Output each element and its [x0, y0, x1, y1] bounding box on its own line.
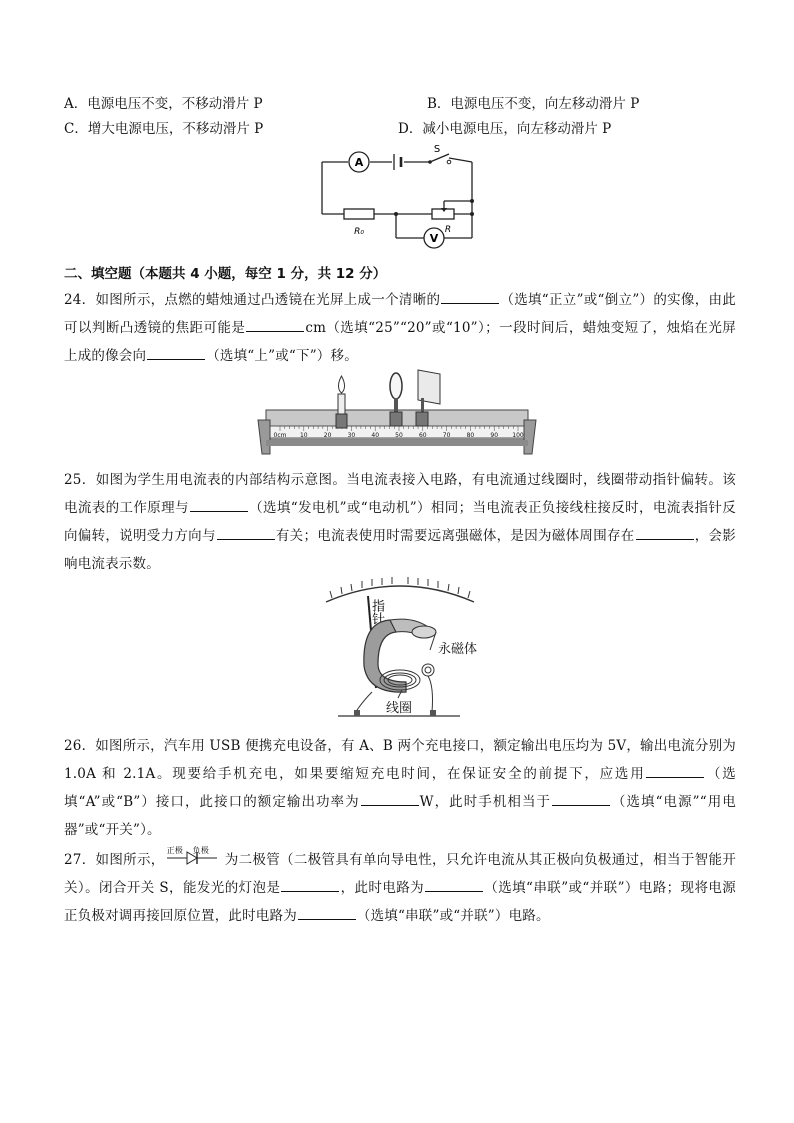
ruler-label: 90 — [490, 432, 499, 439]
q26-text-2: （选填“A”或“B”）接口，此接口的额定输出功率为 — [64, 766, 736, 810]
q27-text-3: ，此时电路为 — [340, 880, 425, 896]
q25-blank-3[interactable] — [636, 525, 694, 540]
lead-wire-right — [428, 676, 433, 712]
optical-bench-figure — [256, 368, 538, 456]
q27-text-2: 为二极管（二极管具有单向导电性，只允许电流从其正极向负极通过，相当于智能开关）。闭合开关 S，能发光的灯泡是 — [64, 852, 736, 896]
diode-icon — [165, 850, 225, 866]
terminal-left — [354, 710, 360, 716]
question-24 — [64, 286, 736, 370]
switch-pivot — [428, 160, 432, 164]
q24-blank-3[interactable] — [147, 345, 205, 360]
q27-blank-1[interactable] — [281, 877, 339, 892]
q24-text-1: 24．如图所示，点燃的蜡烛通过凸透镜在光屏上成一个清晰的 — [64, 292, 441, 308]
ruler-label: 60 — [418, 432, 427, 439]
q25-text-3: 有关；电流表使用时需要远离强磁体，是因为磁体周围存在 — [275, 528, 635, 544]
q26-blank-3[interactable] — [552, 791, 610, 806]
lens-holder — [390, 412, 402, 426]
q27-blank-2[interactable] — [425, 877, 483, 892]
bench-left-foot — [258, 420, 270, 454]
bench-right-foot — [524, 420, 536, 454]
screen-holder — [416, 412, 428, 426]
ruler-label: 10 — [299, 432, 308, 439]
switch-contact — [447, 160, 451, 164]
ruler-label: 40 — [371, 432, 380, 439]
switch-label: S — [433, 144, 441, 155]
q25-text-4: ，会影响电流表示数。 — [64, 528, 737, 572]
option-a: A．电源电压不变，不移动滑片 P — [64, 96, 263, 112]
option-d: D．减小电源电压，向左移动滑片 P — [398, 121, 612, 137]
ruler-label: 70 — [442, 432, 451, 439]
candle-flame — [338, 376, 344, 393]
q25-text-2: （选填“发电机”或“电动机”）相同；当电流表正负接线柱接反时，电流表指针反向偏转，说明受力方向与 — [64, 500, 736, 544]
q26-text-4: （选填“电源”“用电器”或“开关”）。 — [64, 794, 736, 838]
q25-blank-2[interactable] — [217, 525, 275, 540]
coil-label: 线圈 — [386, 701, 413, 716]
diode-positive-label: 正极 — [166, 846, 184, 855]
q26-text-3: W，此时手机相当于 — [419, 794, 552, 810]
q27-text-1: 27．如图所示， — [64, 852, 165, 868]
ruler-label: 0cm — [273, 432, 287, 439]
r-label: R — [444, 225, 452, 235]
ruler-label: 50 — [395, 432, 403, 439]
ammeter-structure-figure — [320, 576, 480, 724]
diode-symbol — [165, 848, 225, 868]
ammeter-label: A — [354, 156, 364, 169]
spiral-spring — [422, 664, 434, 676]
option-b: B．电源电压不变，向左移动滑片 P — [427, 96, 640, 112]
dial-arc — [326, 586, 474, 602]
circuit-diagram — [312, 142, 484, 256]
r0-resistor — [344, 209, 374, 219]
lead-wire-left — [357, 692, 372, 710]
q24-text-2: （选填“正立”或“倒立”）的实像，由此可以判断凸透镜的焦距可能是 — [64, 292, 736, 336]
magnet-pole-face — [412, 626, 436, 638]
q27-text-4: （选填“串联”或“并联”）电路；现将电源正负极对调再接回原位置，此时电路为 — [64, 880, 736, 924]
bench-base — [266, 440, 528, 446]
ruler-label: 80 — [466, 432, 475, 439]
ruler-label: 30 — [347, 432, 356, 439]
q25-text-1: 25．如图为学生用电流表的内部结构示意图。当电流表接入电路，有电流通过线圈时，线圈带动指针偏转。该电流表的工作原理与 — [64, 472, 736, 516]
candle-holder — [336, 414, 347, 428]
q27-blank-3[interactable] — [298, 905, 356, 920]
q24-blank-1[interactable] — [441, 289, 499, 304]
q24-text-4: （选填“上”或“下”）移。 — [206, 348, 358, 364]
question-25 — [64, 466, 736, 578]
ruler-label: 20 — [323, 432, 332, 439]
diode-negative-label: 负极 — [192, 846, 210, 855]
r0-label: R₀ — [354, 227, 364, 237]
ruler-label: 100 — [512, 432, 524, 439]
q26-blank-2[interactable] — [361, 791, 419, 806]
option-c: C．增大电源电压，不移动滑片 P — [64, 121, 264, 137]
section-title: 二、填空题（本题共 4 小题，每空 1 分，共 12 分） — [64, 266, 387, 282]
pointer-label: 指针 — [358, 599, 384, 614]
magnet-label: 永磁体 — [438, 642, 478, 657]
voltmeter-label: V — [429, 232, 439, 245]
q24-text-3: cm（选填“25”“20”或“10”）；一段时间后，蜡烛变短了，烛焰在光屏上成的像会向 — [64, 320, 736, 364]
q25-blank-1[interactable] — [190, 497, 248, 512]
question-27 — [64, 846, 736, 930]
convex-lens — [390, 373, 402, 399]
q26-text-1: 26．如图所示，汽车用 USB 便携充电设备，有 A、B 两个充电接口，额定输出电压均为 5V，输出电流分别为 1.0A 和 2.1A。现要给手机充电，如果要缩短充电时间，在保证安全的前提下，应选用 — [64, 738, 736, 782]
q27-text-5: （选填“串联”或“并联”）电路。 — [356, 908, 550, 924]
terminal-right — [430, 710, 436, 716]
q24-blank-2[interactable] — [246, 317, 304, 332]
question-26 — [64, 732, 736, 844]
dial-ticks — [330, 577, 470, 598]
q26-blank-1[interactable] — [646, 763, 704, 778]
